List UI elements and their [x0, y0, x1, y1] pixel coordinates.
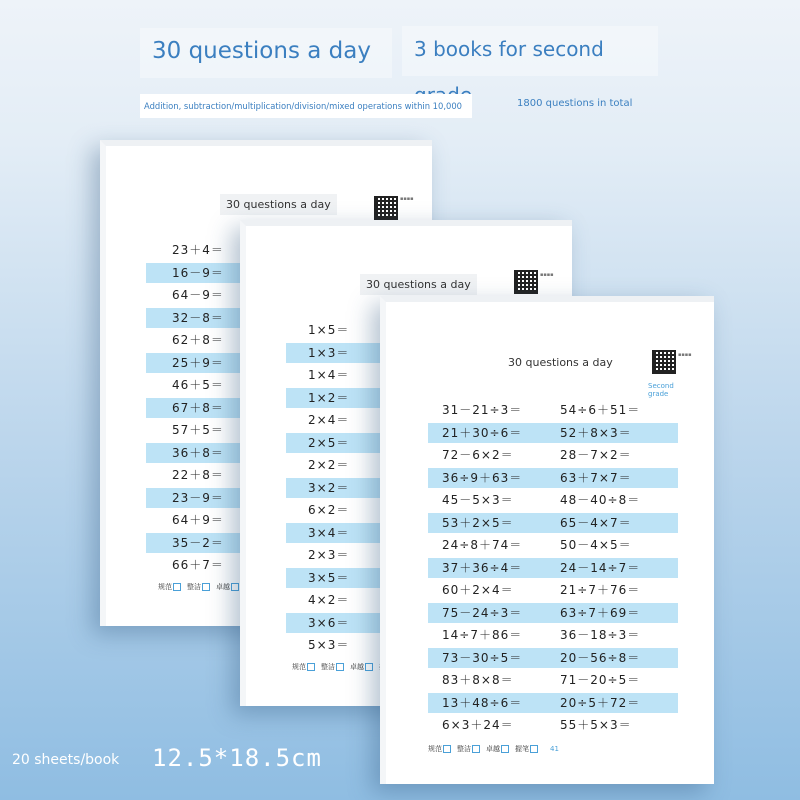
question-text: 52＋8×3＝: [560, 425, 632, 440]
qr-caption: ▪▪▪▪: [400, 196, 414, 202]
question-text: 36－18÷3＝: [560, 628, 641, 642]
question-text: 24÷8＋74＝: [442, 538, 523, 552]
headline-subtitle: 3 books for second: [402, 26, 658, 76]
footer-label: 规范: [292, 663, 306, 671]
book-title: 30 questions a day: [220, 194, 337, 215]
question-row: [428, 715, 678, 735]
question-row: [428, 558, 678, 578]
question-text: 71－20÷5＝: [560, 673, 641, 687]
question-row: [428, 625, 678, 645]
question-text: 35－2＝: [172, 535, 224, 550]
checkbox-icon: [307, 663, 315, 671]
question-row: [146, 488, 242, 508]
grade-tag: Second grade: [648, 382, 674, 398]
question-row: [428, 648, 678, 668]
question-text: 53＋2×5＝: [442, 515, 514, 530]
question-text: 2×4＝: [308, 413, 350, 427]
question-row: [428, 445, 678, 465]
question-text: 16－9＝: [172, 265, 224, 280]
question-text: 62＋8＝: [172, 333, 224, 347]
question-row: [428, 513, 678, 533]
question-text: 50－4×5＝: [560, 538, 632, 552]
question-text: 1×5＝: [308, 323, 350, 337]
question-text: 23－9＝: [172, 490, 224, 505]
question-row: [146, 465, 242, 485]
question-text: 54÷6＋51＝: [560, 403, 641, 417]
question-text: 65－4×7＝: [560, 515, 632, 530]
question-text: 3×6＝: [308, 615, 350, 630]
question-text: 83＋8×8＝: [442, 673, 514, 687]
question-row: [286, 455, 382, 475]
question-row: [286, 343, 382, 363]
question-row: [146, 240, 242, 260]
question-row: [146, 285, 242, 305]
checkbox-icon: [173, 583, 181, 591]
question-row: [286, 320, 382, 340]
footer-label: 规范: [158, 583, 172, 591]
question-row: [146, 330, 242, 350]
question-text: 5×3＝: [308, 638, 350, 652]
page-number: 41: [550, 745, 559, 753]
question-text: 3×5＝: [308, 570, 350, 585]
question-text: 21÷7＋76＝: [560, 583, 641, 597]
book-mixed-operations: [380, 296, 714, 784]
question-text: 20－56÷8＝: [560, 650, 641, 665]
question-text: 3×2＝: [308, 480, 350, 495]
question-text: 57＋5＝: [172, 423, 224, 437]
qr-code-icon: [654, 352, 674, 372]
question-text: 24－14÷7＝: [560, 560, 641, 575]
question-row: [428, 670, 678, 690]
checkbox-icon: [501, 745, 509, 753]
question-row: [146, 443, 242, 463]
question-text: 2×3＝: [308, 548, 350, 562]
question-row: [146, 533, 242, 553]
question-row: [286, 568, 382, 588]
checkbox-icon: [365, 663, 373, 671]
question-text: 64＋9＝: [172, 513, 224, 527]
question-text: 66＋7＝: [172, 558, 224, 572]
book-title: 30 questions a day: [360, 274, 477, 295]
headline-title: 30 questions a day: [140, 28, 392, 78]
question-text: 72－6×2＝: [442, 448, 514, 462]
question-text: 22＋8＝: [172, 468, 224, 482]
question-text: 32－8＝: [172, 310, 224, 325]
question-text: 55＋5×3＝: [560, 718, 632, 732]
question-text: 4×2＝: [308, 593, 350, 607]
footer-label: 卓越: [350, 663, 364, 671]
footer-label: 规范: [428, 745, 442, 753]
question-text: 3×4＝: [308, 525, 350, 540]
question-row: [428, 468, 678, 488]
question-row: [428, 580, 678, 600]
qr-caption: ▪▪▪▪: [678, 352, 692, 358]
question-text: 36＋8＝: [172, 445, 224, 460]
qr-code-icon: [516, 272, 536, 292]
footer-label: 整洁: [457, 745, 471, 753]
footer-label: 整洁: [321, 663, 335, 671]
question-row: [146, 510, 242, 530]
question-text: 6×2＝: [308, 503, 350, 517]
question-text: 63＋7×7＝: [560, 470, 632, 485]
question-row: [286, 590, 382, 610]
book-title: 30 questions a day: [508, 356, 613, 369]
qr-caption: ▪▪▪▪: [540, 272, 554, 278]
question-row: [286, 613, 382, 633]
question-row: [286, 388, 382, 408]
question-row: [286, 478, 382, 498]
question-row: [146, 398, 242, 418]
question-row: [286, 545, 382, 565]
question-text: 20÷5＋72＝: [560, 695, 641, 710]
question-text: 21＋30÷6＝: [442, 425, 523, 440]
question-row: [146, 420, 242, 440]
question-row: [428, 693, 678, 713]
footer-label: 卓越: [486, 745, 500, 753]
question-text: 60＋2×4＝: [442, 583, 514, 597]
question-row: [286, 410, 382, 430]
question-text: 14÷7＋86＝: [442, 628, 523, 642]
footer-checklist: [428, 744, 559, 754]
question-row: [286, 433, 382, 453]
question-text: 13＋48÷6＝: [442, 695, 523, 710]
question-text: 23＋4＝: [172, 243, 224, 257]
question-text: 25＋9＝: [172, 355, 224, 370]
checkbox-icon: [202, 583, 210, 591]
footer-label: 握笔: [515, 745, 529, 753]
checkbox-icon: [530, 745, 538, 753]
question-text: 1×4＝: [308, 368, 350, 382]
scope-label: Addition, subtraction/multiplication/division/mixed operations within 10,000: [140, 94, 472, 118]
question-text: 6×3＋24＝: [442, 718, 514, 732]
question-row: [428, 535, 678, 555]
question-row: [286, 523, 382, 543]
question-row: [286, 365, 382, 385]
question-row: [146, 263, 242, 283]
sheets-per-book: 20 sheets/book: [12, 752, 120, 768]
question-text: 45－5×3＝: [442, 493, 514, 507]
question-row: [146, 353, 242, 373]
checkbox-icon: [336, 663, 344, 671]
question-text: 37＋36÷4＝: [442, 560, 523, 575]
question-text: 73－30÷5＝: [442, 650, 523, 665]
question-text: 1×2＝: [308, 390, 350, 405]
checkbox-icon: [231, 583, 239, 591]
question-text: 67＋8＝: [172, 400, 224, 415]
question-row: [428, 423, 678, 443]
checkbox-icon: [443, 745, 451, 753]
question-text: 28－7×2＝: [560, 448, 632, 462]
question-text: 46＋5＝: [172, 378, 224, 392]
question-row: [428, 603, 678, 623]
question-text: 75－24÷3＝: [442, 605, 523, 620]
question-text: 48－40÷8＝: [560, 493, 641, 507]
book-size: 12.5*18.5cm: [152, 744, 322, 772]
question-row: [428, 490, 678, 510]
question-row: [146, 555, 242, 575]
question-row: [286, 635, 382, 655]
total-label: 1800 questions in total: [517, 98, 633, 109]
question-text: 2×5＝: [308, 435, 350, 450]
question-row: [428, 400, 678, 420]
question-row: [146, 375, 242, 395]
question-text: 31－21÷3＝: [442, 403, 523, 417]
question-text: 63÷7＋69＝: [560, 605, 641, 620]
question-row: [146, 308, 242, 328]
question-text: 2×2＝: [308, 458, 350, 472]
question-text: 1×3＝: [308, 345, 350, 360]
question-row: [286, 500, 382, 520]
footer-label: 整洁: [187, 583, 201, 591]
footer-label: 卓越: [216, 583, 230, 591]
question-text: 64－9＝: [172, 288, 224, 302]
checkbox-icon: [472, 745, 480, 753]
qr-code-icon: [376, 198, 396, 218]
question-text: 36÷9＋63＝: [442, 470, 523, 485]
